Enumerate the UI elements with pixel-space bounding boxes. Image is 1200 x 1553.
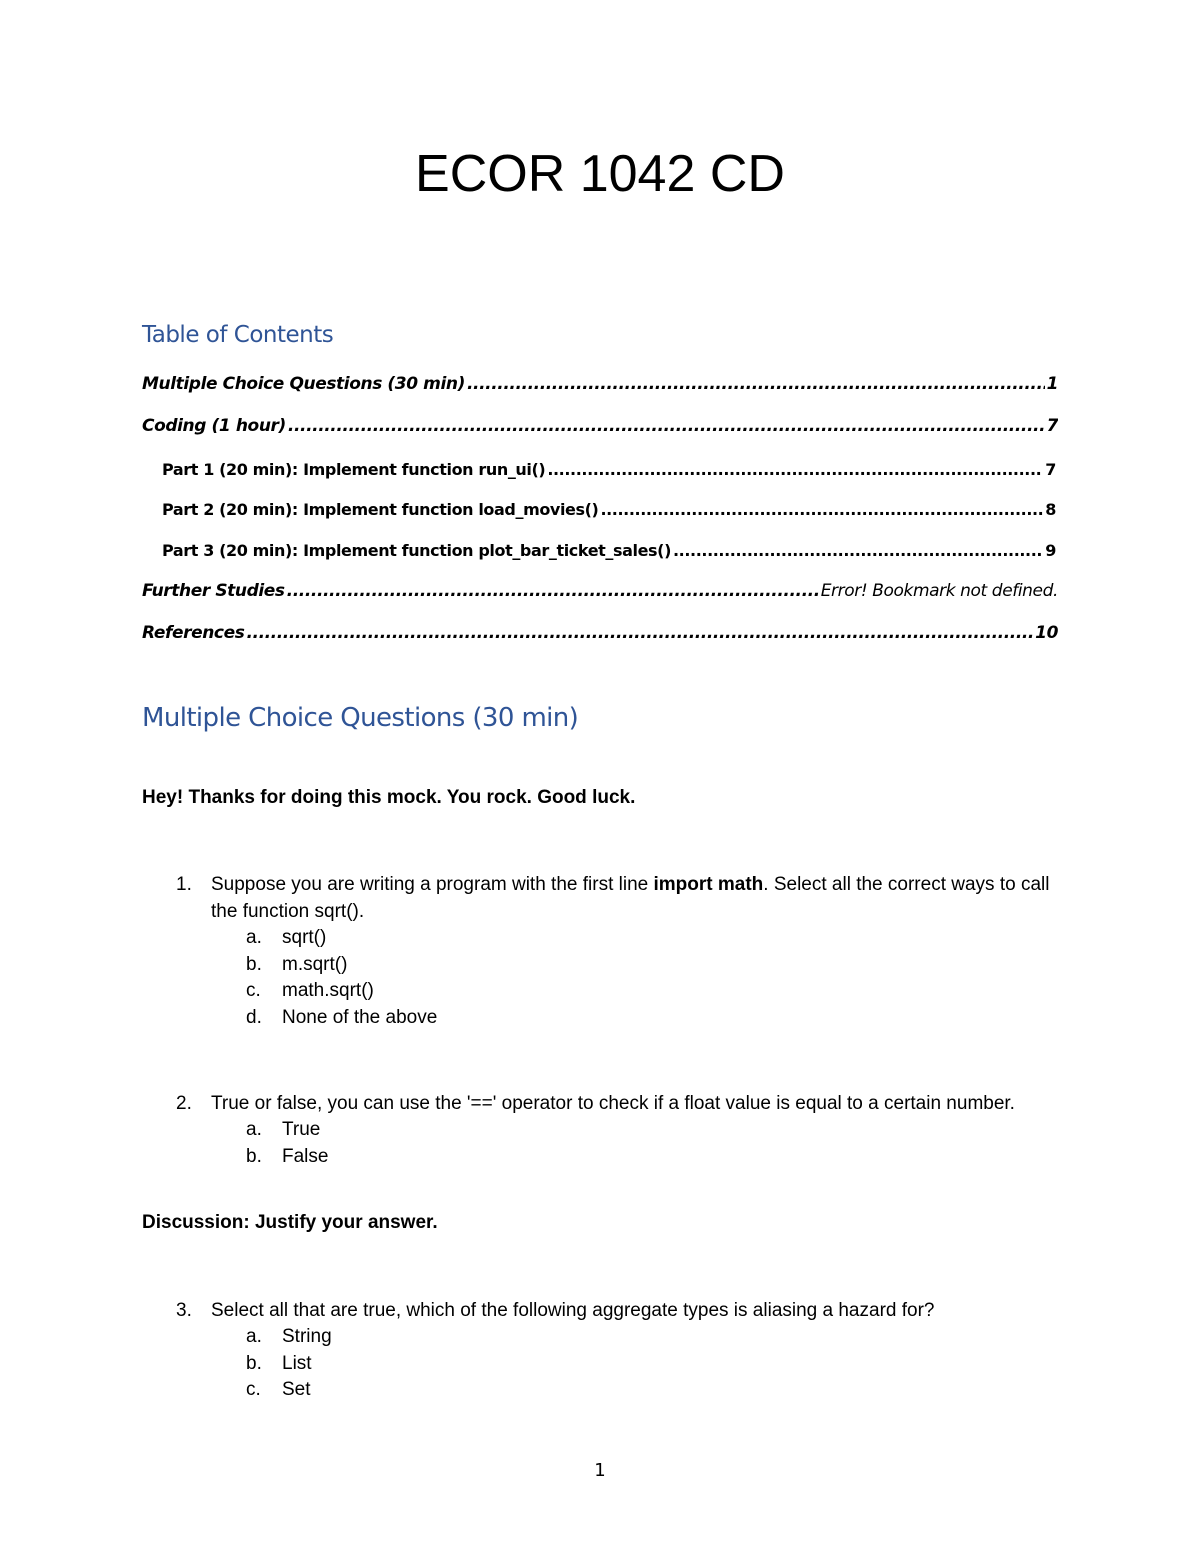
toc-leader-dots (547, 460, 1043, 479)
question-text: Select all that are true, which of the following aggregate types is aliasing a hazard for? (211, 1300, 935, 1321)
toc-entry-part-2[interactable] (162, 500, 1056, 519)
option-list (246, 925, 1056, 1031)
option-text: sqrt() (282, 927, 327, 948)
question-text: True or false, you can use the '==' operator to check if a float value is equal to a certain number. (211, 1093, 1015, 1114)
toc-entry-page: 1 (1046, 374, 1058, 394)
toc-entry-multiple-choice[interactable] (142, 374, 1058, 394)
option-text: m.sqrt() (282, 953, 348, 975)
option-text: False (282, 1145, 329, 1167)
option-a (246, 1117, 1056, 1144)
option-text: Set (282, 1379, 311, 1400)
option-a (246, 925, 1056, 952)
question-3 (176, 1297, 1056, 1404)
toc-entry-part-3[interactable] (162, 541, 1056, 560)
option-list (246, 1117, 1056, 1170)
option-letter: d. (246, 1006, 262, 1028)
option-b (246, 1351, 1056, 1378)
intro-text: Hey! Thanks for doing this mock. You rock. Good luck. (142, 787, 636, 808)
toc-entry-references[interactable] (142, 623, 1058, 643)
toc-entry-page: 8 (1045, 500, 1056, 519)
page-number: 1 (594, 1460, 606, 1481)
option-text: True (282, 1119, 321, 1140)
option-text: math.sqrt() (282, 980, 374, 1001)
option-letter: c. (246, 1379, 261, 1400)
toc-entry-page: 7 (1046, 416, 1058, 436)
toc-entry-page-error: Error! Bookmark not defined. (820, 581, 1058, 601)
option-a (246, 1324, 1056, 1351)
toc-entry-label: Part 2 (20 min): Implement function load_movies() (162, 500, 599, 519)
option-text: String (282, 1326, 332, 1347)
option-letter: a. (246, 1326, 262, 1347)
toc-entry-label: Coding (1 hour) (142, 416, 286, 436)
question-number: 1. (176, 874, 192, 895)
question-1 (176, 871, 1056, 1031)
question-text (211, 871, 1056, 925)
toc-leader-dots (467, 374, 1045, 394)
toc-leader-dots (673, 541, 1043, 560)
option-letter: b. (246, 1145, 262, 1167)
toc-entry-label: Part 3 (20 min): Implement function plot_bar_ticket_sales() (162, 541, 671, 560)
option-letter: c. (246, 980, 261, 1001)
toc-entry-label: Multiple Choice Questions (30 min) (142, 374, 465, 394)
option-c (246, 1377, 1056, 1404)
toc-entry-coding[interactable] (142, 416, 1058, 436)
toc-entry-page: 7 (1045, 460, 1056, 479)
question-text-part: . Select all the correct ways to call the function sqrt(). (211, 874, 1050, 922)
toc-leader-dots (288, 416, 1045, 436)
option-letter: a. (246, 927, 262, 948)
discussion-prompt: Discussion: Justify your answer. (142, 1212, 438, 1233)
option-letter: a. (246, 1119, 262, 1140)
document-title: ECOR 1042 CD (415, 145, 785, 203)
toc-entry-part-1[interactable] (162, 460, 1056, 479)
toc-entry-label: References (142, 623, 245, 643)
toc-entry-label: Further Studies (142, 581, 285, 601)
toc-leader-dots (600, 500, 1043, 519)
toc-leader-dots (287, 581, 819, 601)
option-letter: b. (246, 1352, 262, 1374)
option-list (246, 1324, 1056, 1404)
option-b (246, 952, 1056, 979)
question-text-part: Suppose you are writing a program with the first line (211, 874, 654, 895)
section-heading: Multiple Choice Questions (30 min) (142, 703, 579, 733)
option-letter: b. (246, 953, 262, 975)
option-text: None of the above (282, 1006, 438, 1028)
inline-code: import math (653, 874, 764, 895)
toc-leader-dots (246, 623, 1033, 643)
toc-entry-page: 10 (1035, 623, 1058, 643)
question-number: 3. (176, 1300, 192, 1321)
option-c (246, 978, 1056, 1005)
option-text: List (282, 1352, 312, 1374)
toc-heading: Table of Contents (142, 322, 334, 348)
toc-entry-page: 9 (1045, 541, 1056, 560)
toc-entry-further-studies[interactable] (142, 581, 1058, 601)
option-d (246, 1005, 1056, 1032)
toc-entry-label: Part 1 (20 min): Implement function run_ui() (162, 460, 546, 479)
question-number: 2. (176, 1093, 192, 1114)
question-2 (176, 1090, 1056, 1170)
option-b (246, 1144, 1056, 1171)
